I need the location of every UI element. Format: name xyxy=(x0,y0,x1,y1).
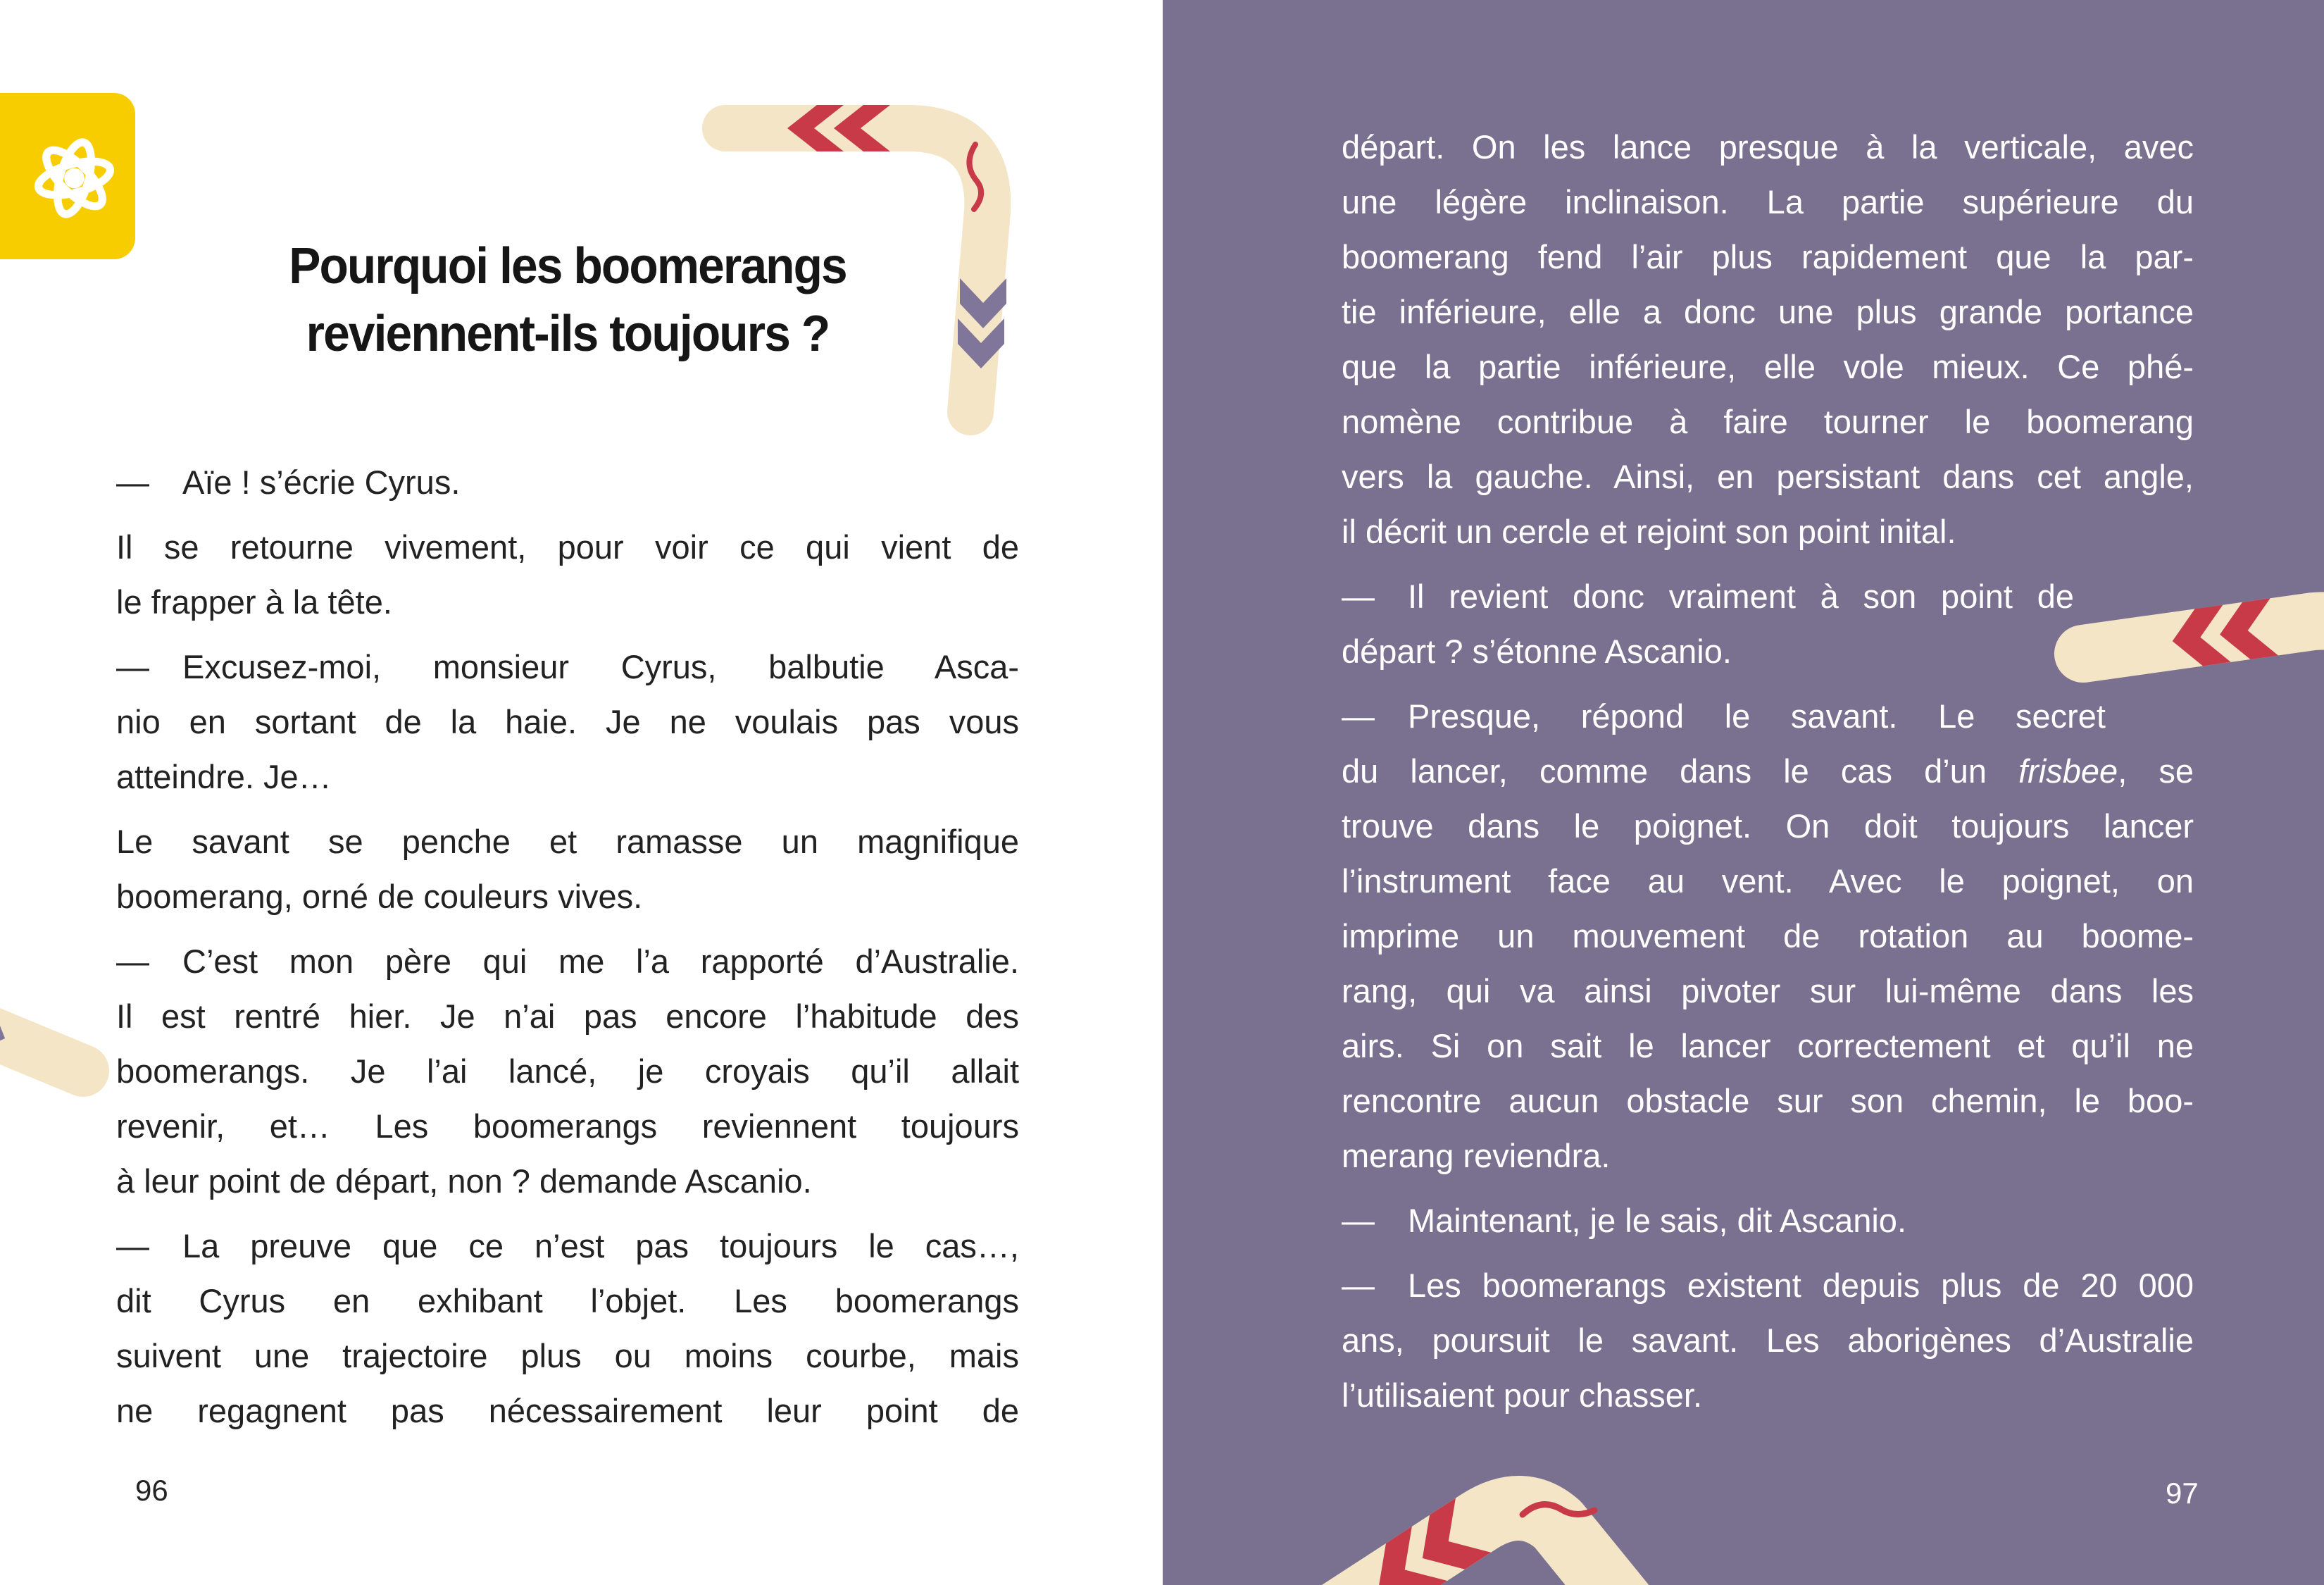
category-badge xyxy=(0,93,135,259)
text-line: vers la gauche. Ainsi, en persistant dans cet angle, xyxy=(1342,458,2194,495)
text-line: ne regagnent pas nécessairement leur point de xyxy=(116,1392,1019,1429)
paragraph xyxy=(116,934,1019,1209)
paragraph xyxy=(116,455,1019,510)
text-line: il décrit un cercle et rejoint son point inital. xyxy=(1342,513,1956,550)
right-text-column xyxy=(1342,120,2194,1423)
text-line: revenir, et… Les boomerangs reviennent toujours xyxy=(116,1107,1019,1145)
paragraph xyxy=(1342,1193,2194,1248)
text-line: — Presque, répond le savant. Le secret xyxy=(1342,697,2106,735)
text-line: rencontre aucun obstacle sur son chemin, le boo- xyxy=(1342,1082,2194,1119)
atom-icon xyxy=(20,125,129,231)
text-line: du lancer, comme dans le cas d’un frisbee, se xyxy=(1342,752,2194,790)
text-line: imprime un mouvement de rotation au boome- xyxy=(1342,917,2194,955)
paragraph xyxy=(1342,1258,2194,1423)
page-right xyxy=(1163,0,2324,1585)
text-line: airs. Si on sait le lancer correctement et qu’il ne xyxy=(1342,1027,2194,1064)
text-line: boomerang fend l’air plus rapidement que la par- xyxy=(1342,238,2194,275)
text-line: — Les boomerangs existent depuis plus de 20 000 xyxy=(1342,1267,2194,1304)
text-line: ans, poursuit le savant. Les aborigènes d’Australie xyxy=(1342,1322,2194,1359)
text-line: — Il revient donc vraiment à son point de xyxy=(1342,578,2074,615)
text-line: — Maintenant, je le sais, dit Ascanio. xyxy=(1342,1202,1907,1239)
text-line: nomène contribue à faire tourner le boomerang xyxy=(1342,403,2194,440)
paragraph xyxy=(116,814,1019,924)
text-line: boomerangs. Je l’ai lancé, je croyais qu’il allait xyxy=(116,1052,1019,1090)
text-line: — Aïe ! s’écrie Cyrus. xyxy=(116,464,461,501)
chapter-title-line1: Pourquoi les boomerangs xyxy=(289,238,846,294)
paragraph xyxy=(116,1219,1019,1438)
text-line: — Excusez-moi, monsieur Cyrus, balbutie Asca- xyxy=(116,648,1019,685)
text-line: l’utilisaient pour chasser. xyxy=(1342,1376,1703,1414)
text-line: merang reviendra. xyxy=(1342,1137,1611,1174)
text-line: départ. On les lance presque à la verticale, avec xyxy=(1342,128,2194,166)
paragraph xyxy=(116,640,1019,804)
page-number-left: 96 xyxy=(135,1474,168,1507)
chapter-title-line2: reviennent-ils toujours ? xyxy=(306,306,830,362)
text-line: le frapper à la tête. xyxy=(116,583,392,621)
text-line: Il est rentré hier. Je n’ai pas encore l’habitude des xyxy=(116,997,1019,1035)
left-text-column xyxy=(116,455,1019,1438)
text-line: à leur point de départ, non ? demande Ascanio. xyxy=(116,1162,812,1200)
text-line: trouve dans le poignet. On doit toujours lancer xyxy=(1342,807,2194,845)
paragraph xyxy=(1342,569,2194,679)
text-line: l’instrument face au vent. Avec le poignet, on xyxy=(1342,862,2194,900)
text-line: une légère inclinaison. La partie supérieure du xyxy=(1342,183,2194,220)
text-line: que la partie inférieure, elle vole mieux. Ce phé- xyxy=(1342,348,2194,385)
text-line: départ ? s’étonne Ascanio. xyxy=(1342,633,1732,670)
text-line: Il se retourne vivement, pour voir ce qui vient de xyxy=(116,528,1019,566)
text-line: boomerang, orné de couleurs vives. xyxy=(116,878,643,915)
text-line: — C’est mon père qui me l’a rapporté d’Australie. xyxy=(116,943,1019,980)
paragraph xyxy=(1342,120,2194,559)
chapter-title xyxy=(143,232,992,368)
text-line: tie inférieure, elle a donc une plus grande portance xyxy=(1342,293,2194,330)
text-line: nio en sortant de la haie. Je ne voulais pas vous xyxy=(116,703,1019,740)
text-line: atteindre. Je… xyxy=(116,758,332,795)
page-number-right: 97 xyxy=(2166,1477,2199,1510)
paragraph xyxy=(116,520,1019,630)
text-line: suivent une trajectoire plus ou moins courbe, mais xyxy=(116,1337,1019,1374)
paragraph xyxy=(1342,689,2194,1183)
text-line: Le savant se penche et ramasse un magnifique xyxy=(116,823,1019,860)
text-line: — La preuve que ce n’est pas toujours le cas…, xyxy=(116,1227,1019,1264)
text-line: dit Cyrus en exhibant l’objet. Les boomerangs xyxy=(116,1282,1019,1319)
text-line: rang, qui va ainsi pivoter sur lui-même dans les xyxy=(1342,972,2194,1009)
